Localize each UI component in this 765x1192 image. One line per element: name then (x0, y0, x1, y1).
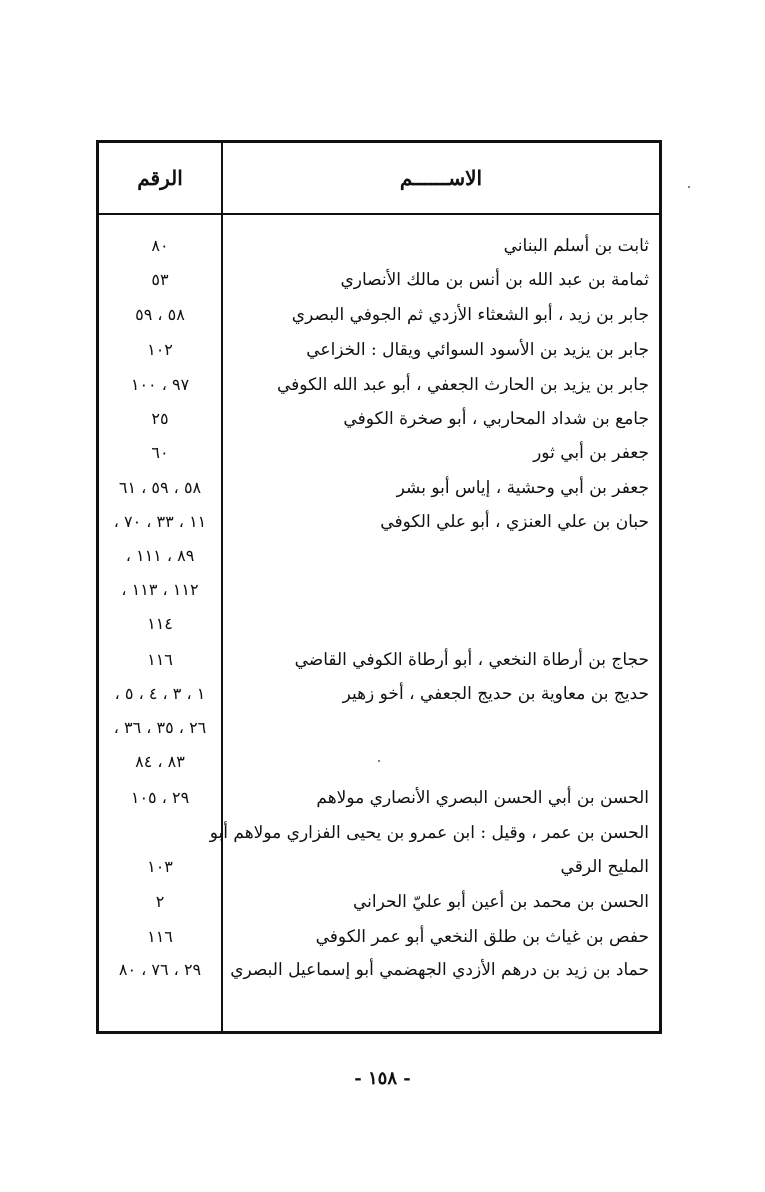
speck (688, 186, 690, 188)
narrator-name: جابر بن زيد ، أبو الشعثاء الأزدي ثم الجوفي البصري (291, 305, 649, 325)
reference-numbers: ١١٤ (147, 614, 173, 633)
table-row (99, 368, 659, 402)
reference-numbers: ٨٩ ، ١١١ ، (125, 546, 195, 565)
reference-numbers: ١١ ، ٣٣ ، ٧٠ ، (113, 512, 207, 531)
narrator-name: ثمامة بن عبد الله بن أنس بن مالك الأنصاري (340, 270, 649, 290)
reference-numbers: ٢٩ ، ١٠٥ (130, 788, 190, 807)
table-row (99, 298, 659, 332)
reference-numbers: ١١٦ (147, 650, 173, 669)
narrator-name: الحسن بن محمد بن أعين أبو عليّ الحراني (353, 892, 649, 912)
table-row (99, 711, 659, 745)
narrator-name (231, 711, 649, 745)
reference-numbers: ٢٥ (151, 409, 169, 428)
narrator-name: حجاج بن أرطاة النخعي ، أبو أرطاة الكوفي القاضي (294, 650, 649, 670)
narrator-name: جابر بن يزيد بن الحارث الجعفي ، أبو عبد الله الكوفي (277, 375, 649, 395)
table-row (99, 920, 659, 954)
narrator-name (231, 539, 649, 573)
table-row (99, 436, 659, 470)
narrator-name: حماد بن زيد بن درهم الأزدي الجهضمي أبو إسماعيل البصري (230, 960, 649, 980)
narrator-name (231, 745, 649, 779)
table-row (99, 850, 659, 884)
reference-numbers: ٥٨ ، ٥٩ (135, 305, 185, 324)
table-row (99, 573, 659, 607)
table-row (99, 781, 659, 815)
table-header (99, 143, 659, 215)
speck (378, 760, 380, 762)
table-row (99, 607, 659, 641)
narrator-name: جعفر بن أبي وحشية ، إياس أبو بشر (396, 478, 649, 498)
narrator-name: جعفر بن أبي ثور (533, 443, 649, 463)
table-row (99, 677, 659, 711)
reference-numbers: ١١٦ (147, 927, 173, 946)
narrator-name: ثابت بن أسلم البناني (503, 236, 649, 256)
page-number: - ١٥٨ - (354, 1068, 411, 1089)
narrator-name: جابر بن يزيد بن الأسود السوائي ويقال : الخزاعي (306, 340, 649, 360)
table-row (99, 229, 659, 263)
reference-numbers: ٨٠ (151, 236, 169, 255)
index-table (96, 140, 662, 1034)
table-row (99, 505, 659, 539)
table-row (99, 745, 659, 779)
table-row (99, 539, 659, 573)
narrator-name: حبان بن علي العنزي ، أبو علي الكوفي (380, 512, 649, 532)
reference-numbers: ٢ (155, 892, 165, 911)
narrator-name: الحسن بن عمر ، وقيل : ابن عمرو بن يحيى الفزاري مولاهم أبو (209, 823, 649, 843)
narrator-name: حديج بن معاوية بن حديج الجعفي ، أخو زهير (342, 684, 649, 704)
header-number: الرقم (137, 166, 183, 190)
reference-numbers: ٥٣ (151, 270, 169, 289)
reference-numbers: ٨٣ ، ٨٤ (135, 752, 185, 771)
narrator-name: جامع بن شداد المحاربي ، أبو صخرة الكوفي (343, 409, 649, 429)
reference-numbers (99, 816, 221, 850)
narrator-name (231, 607, 649, 641)
narrator-name: الحسن بن أبي الحسن البصري الأنصاري مولاهم (316, 788, 649, 808)
reference-numbers: ٥٨ ، ٥٩ ، ٦١ (118, 478, 202, 497)
reference-numbers: ٦٠ (151, 443, 169, 462)
table-row (99, 333, 659, 367)
reference-numbers: ١١٢ ، ١١٣ ، (121, 580, 199, 599)
table-row (99, 402, 659, 436)
reference-numbers: ٢٩ ، ٧٦ ، ٨٠ (118, 960, 202, 979)
narrator-name: المليح الرقي (560, 857, 649, 877)
reference-numbers: ١ ، ٣ ، ٤ ، ٥ ، (114, 684, 206, 703)
table-row (99, 953, 659, 987)
table-row (99, 263, 659, 297)
narrator-name: حفص بن غياث بن طلق النخعي أبو عمر الكوفي (315, 927, 649, 947)
table-row (99, 885, 659, 919)
reference-numbers: ١٠٣ (147, 857, 173, 876)
reference-numbers: ١٠٢ (147, 340, 173, 359)
header-name: الاســــــم (399, 166, 483, 190)
table-row (99, 643, 659, 677)
reference-numbers: ٩٧ ، ١٠٠ (130, 375, 190, 394)
narrator-name (231, 573, 649, 607)
table-row (99, 816, 659, 850)
table-row (99, 471, 659, 505)
reference-numbers: ٢٦ ، ٣٥ ، ٣٦ ، (113, 718, 207, 737)
